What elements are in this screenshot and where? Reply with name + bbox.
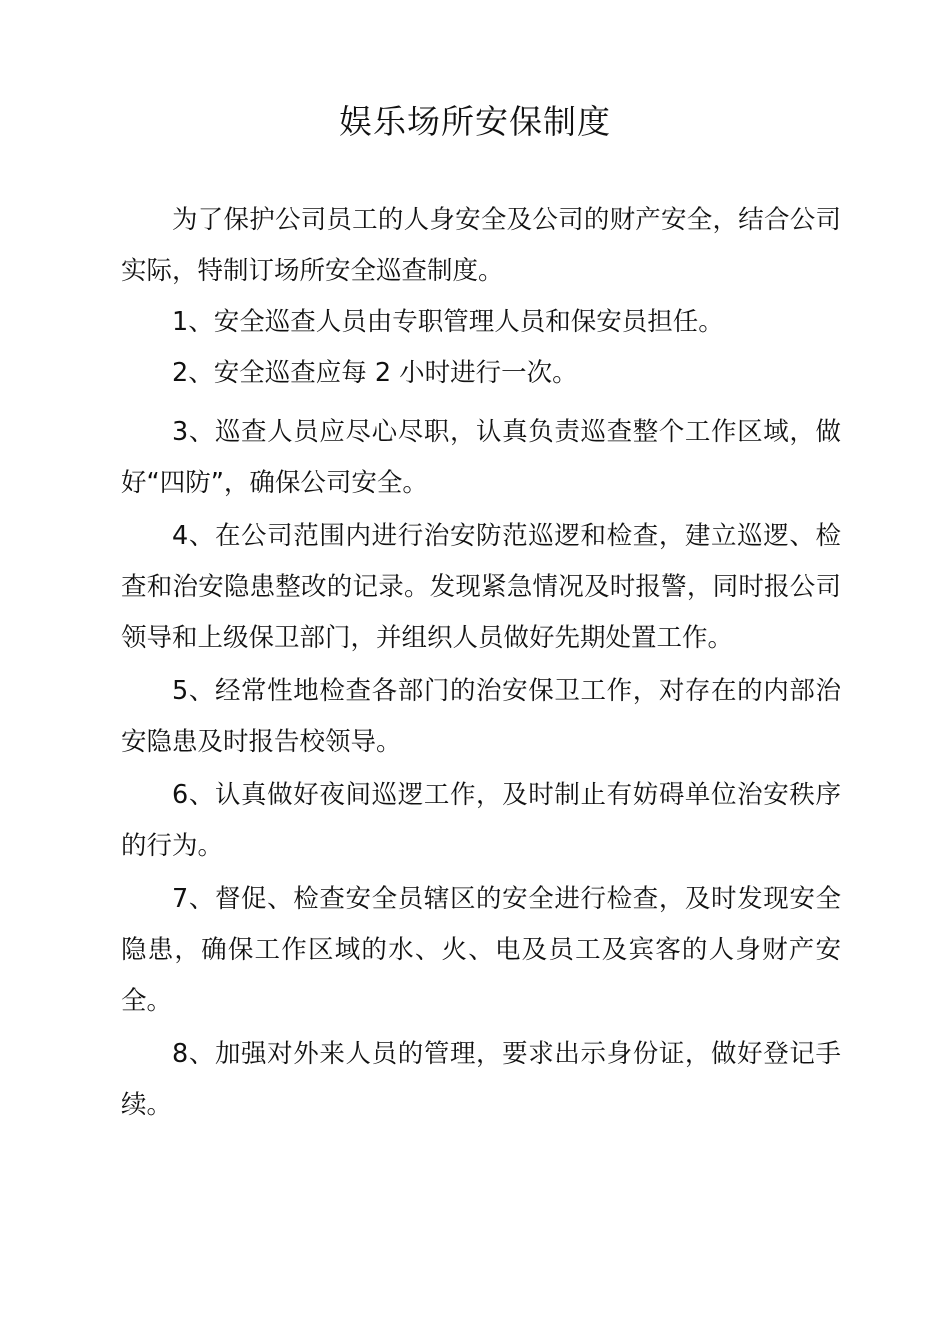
document-title: 娱乐场所安保制度 bbox=[339, 102, 611, 141]
document-body bbox=[121, 195, 841, 1131]
rule-item-2: 2、安全巡查应每 2 小时进行一次。 bbox=[172, 358, 578, 388]
rule-item-1: 1、安全巡查人员由专职管理人员和保安员担任。 bbox=[172, 307, 724, 337]
rule-item-4: 4、在公司范围内进行治安防范巡逻和检查，建立巡逻、检查和治安隐患整改的记录。发现紧急情况及时报警，同时报公司领导和上级保卫部门，并组织人员做好先期处置工作。 bbox=[121, 521, 841, 653]
intro-paragraph: 为了保护公司员工的人身安全及公司的财产安全，结合公司实际，特制订场所安全巡查制度。 bbox=[121, 205, 841, 286]
rule-item-7: 7、督促、检查安全员辖区的安全进行检查，及时发现安全隐患，确保工作区域的水、火、电及员工及宾客的人身财产安全。 bbox=[121, 884, 841, 1016]
rule-item-6: 6、认真做好夜间巡逻工作，及时制止有妨碍单位治安秩序的行为。 bbox=[121, 780, 841, 861]
rule-item-8: 8、加强对外来人员的管理，要求出示身份证，做好登记手续。 bbox=[121, 1039, 841, 1120]
rule-item-3: 3、巡查人员应尽心尽职，认真负责巡查整个工作区域，做好“四防”，确保公司安全。 bbox=[121, 417, 841, 498]
rule-item-5: 5、经常性地检查各部门的治安保卫工作，对存在的内部治安隐患及时报告校领导。 bbox=[121, 676, 841, 757]
